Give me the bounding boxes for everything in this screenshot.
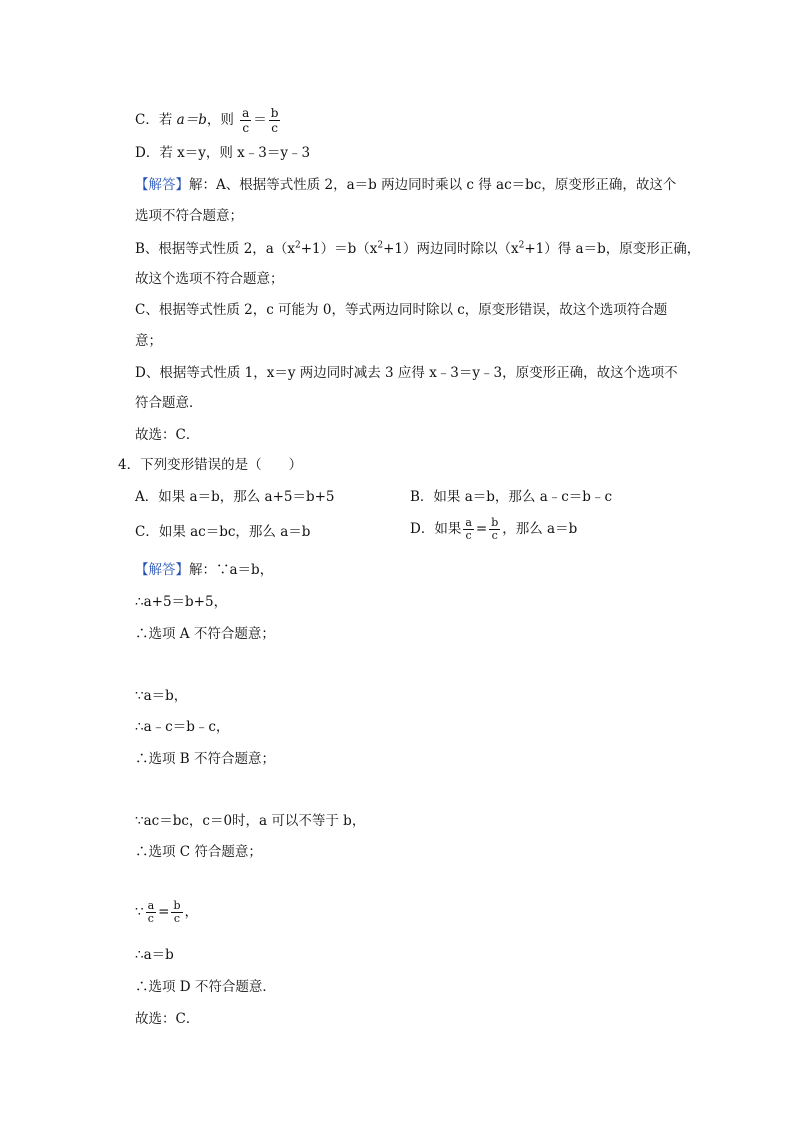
- q4-step-9: ∵ $\frac{a}{c}$ = $\frac{b}{c}$ ，: [135, 899, 199, 925]
- q4-option-b: B．如果 a＝b，那么 a﹣c＝b﹣c: [410, 489, 613, 505]
- q3-answer-line-4: 故这个选项不符合题意；: [135, 271, 284, 287]
- q4-step-5: ∴a﹣c＝b﹣c，: [135, 719, 230, 735]
- fraction-a-over-c: $\frac{a}{c}$: [465, 516, 472, 542]
- q4-step-2: ∴a+5＝b+5，: [135, 594, 228, 610]
- q4-answer-line-1: 【解答】解：∵a＝b，: [135, 562, 274, 578]
- q3-answer-line-3: B、根据等式性质 2，$a(x^2+1)=b(x^2+1)$两边同时除以$(x^2+1)$得 a＝b，原变形正确，: [135, 240, 701, 257]
- q4-step-7: ∵ac＝bc，c＝0时，a 可以不等于 b，: [135, 813, 366, 829]
- q3-answer-line-2: 选项不符合题意；: [135, 208, 243, 224]
- fraction-a-over-c: $\frac{a}{c}$: [147, 899, 155, 925]
- fraction-a-over-c: $\frac{a}{c}$: [242, 106, 250, 135]
- q4-option-a: A．如果 a＝b，那么 a+5＝b+5: [135, 489, 335, 505]
- q3-option-d: D．若 x＝y，则 x﹣3＝y﹣3: [135, 145, 311, 161]
- q3-choose: 故选：C．: [135, 427, 200, 443]
- fraction-b-over-c: $\frac{b}{c}$: [270, 106, 279, 135]
- q3-answer-line-7: D、根据等式性质 1，x＝y 两边同时减去 3 应得 x﹣3＝y﹣3，原变形正确，故这个选项不: [135, 365, 678, 381]
- q3-answer-line-6: 意；: [135, 333, 162, 349]
- q3-answer-line-1: 【解答】解：A、根据等式性质 2，a＝b 两边同时乘以 c 得 ac＝bc，原变形正确，故这个: [135, 177, 677, 193]
- answer-tag: 【解答】: [135, 177, 189, 193]
- q4-step-3: ∴选项 A 不符合题意；: [135, 626, 275, 642]
- q4-step-11: ∴选项 D 不符合题意．: [135, 979, 276, 995]
- q4-option-c: C．如果 ac＝bc，那么 a＝b: [135, 524, 311, 540]
- fraction-b-over-c: $\frac{b}{c}$: [491, 516, 499, 542]
- q4-step-6: ∴选项 B 不符合题意；: [135, 751, 276, 767]
- q3-answer-line-5: C、根据等式性质 2，c 可能为 0，等式两边同时除以 c，原变形错误，故这个选项符合题: [135, 302, 668, 318]
- q4-option-d: D．如果 $\frac{a}{c}$ = $\frac{b}{c}$ ，那么 a＝b: [410, 516, 578, 542]
- q4-step-8: ∴选项 C 符合题意；: [135, 844, 262, 860]
- fraction-b-over-c: $\frac{b}{c}$: [173, 899, 181, 925]
- answer-tag: 【解答】: [135, 562, 189, 578]
- q4-choose: 故选：C．: [135, 1011, 200, 1027]
- q3-option-c: C．若 a＝b，则 $\frac{a}{c}$ ＝ $\frac{b}{c}$: [135, 106, 279, 135]
- q4-step-10: ∴a＝b: [135, 947, 174, 963]
- q4-stem: 4．下列变形错误的是（ ）: [118, 457, 303, 473]
- q3-answer-line-8: 符合题意．: [135, 395, 203, 411]
- q4-step-4: ∵a＝b，: [135, 688, 188, 704]
